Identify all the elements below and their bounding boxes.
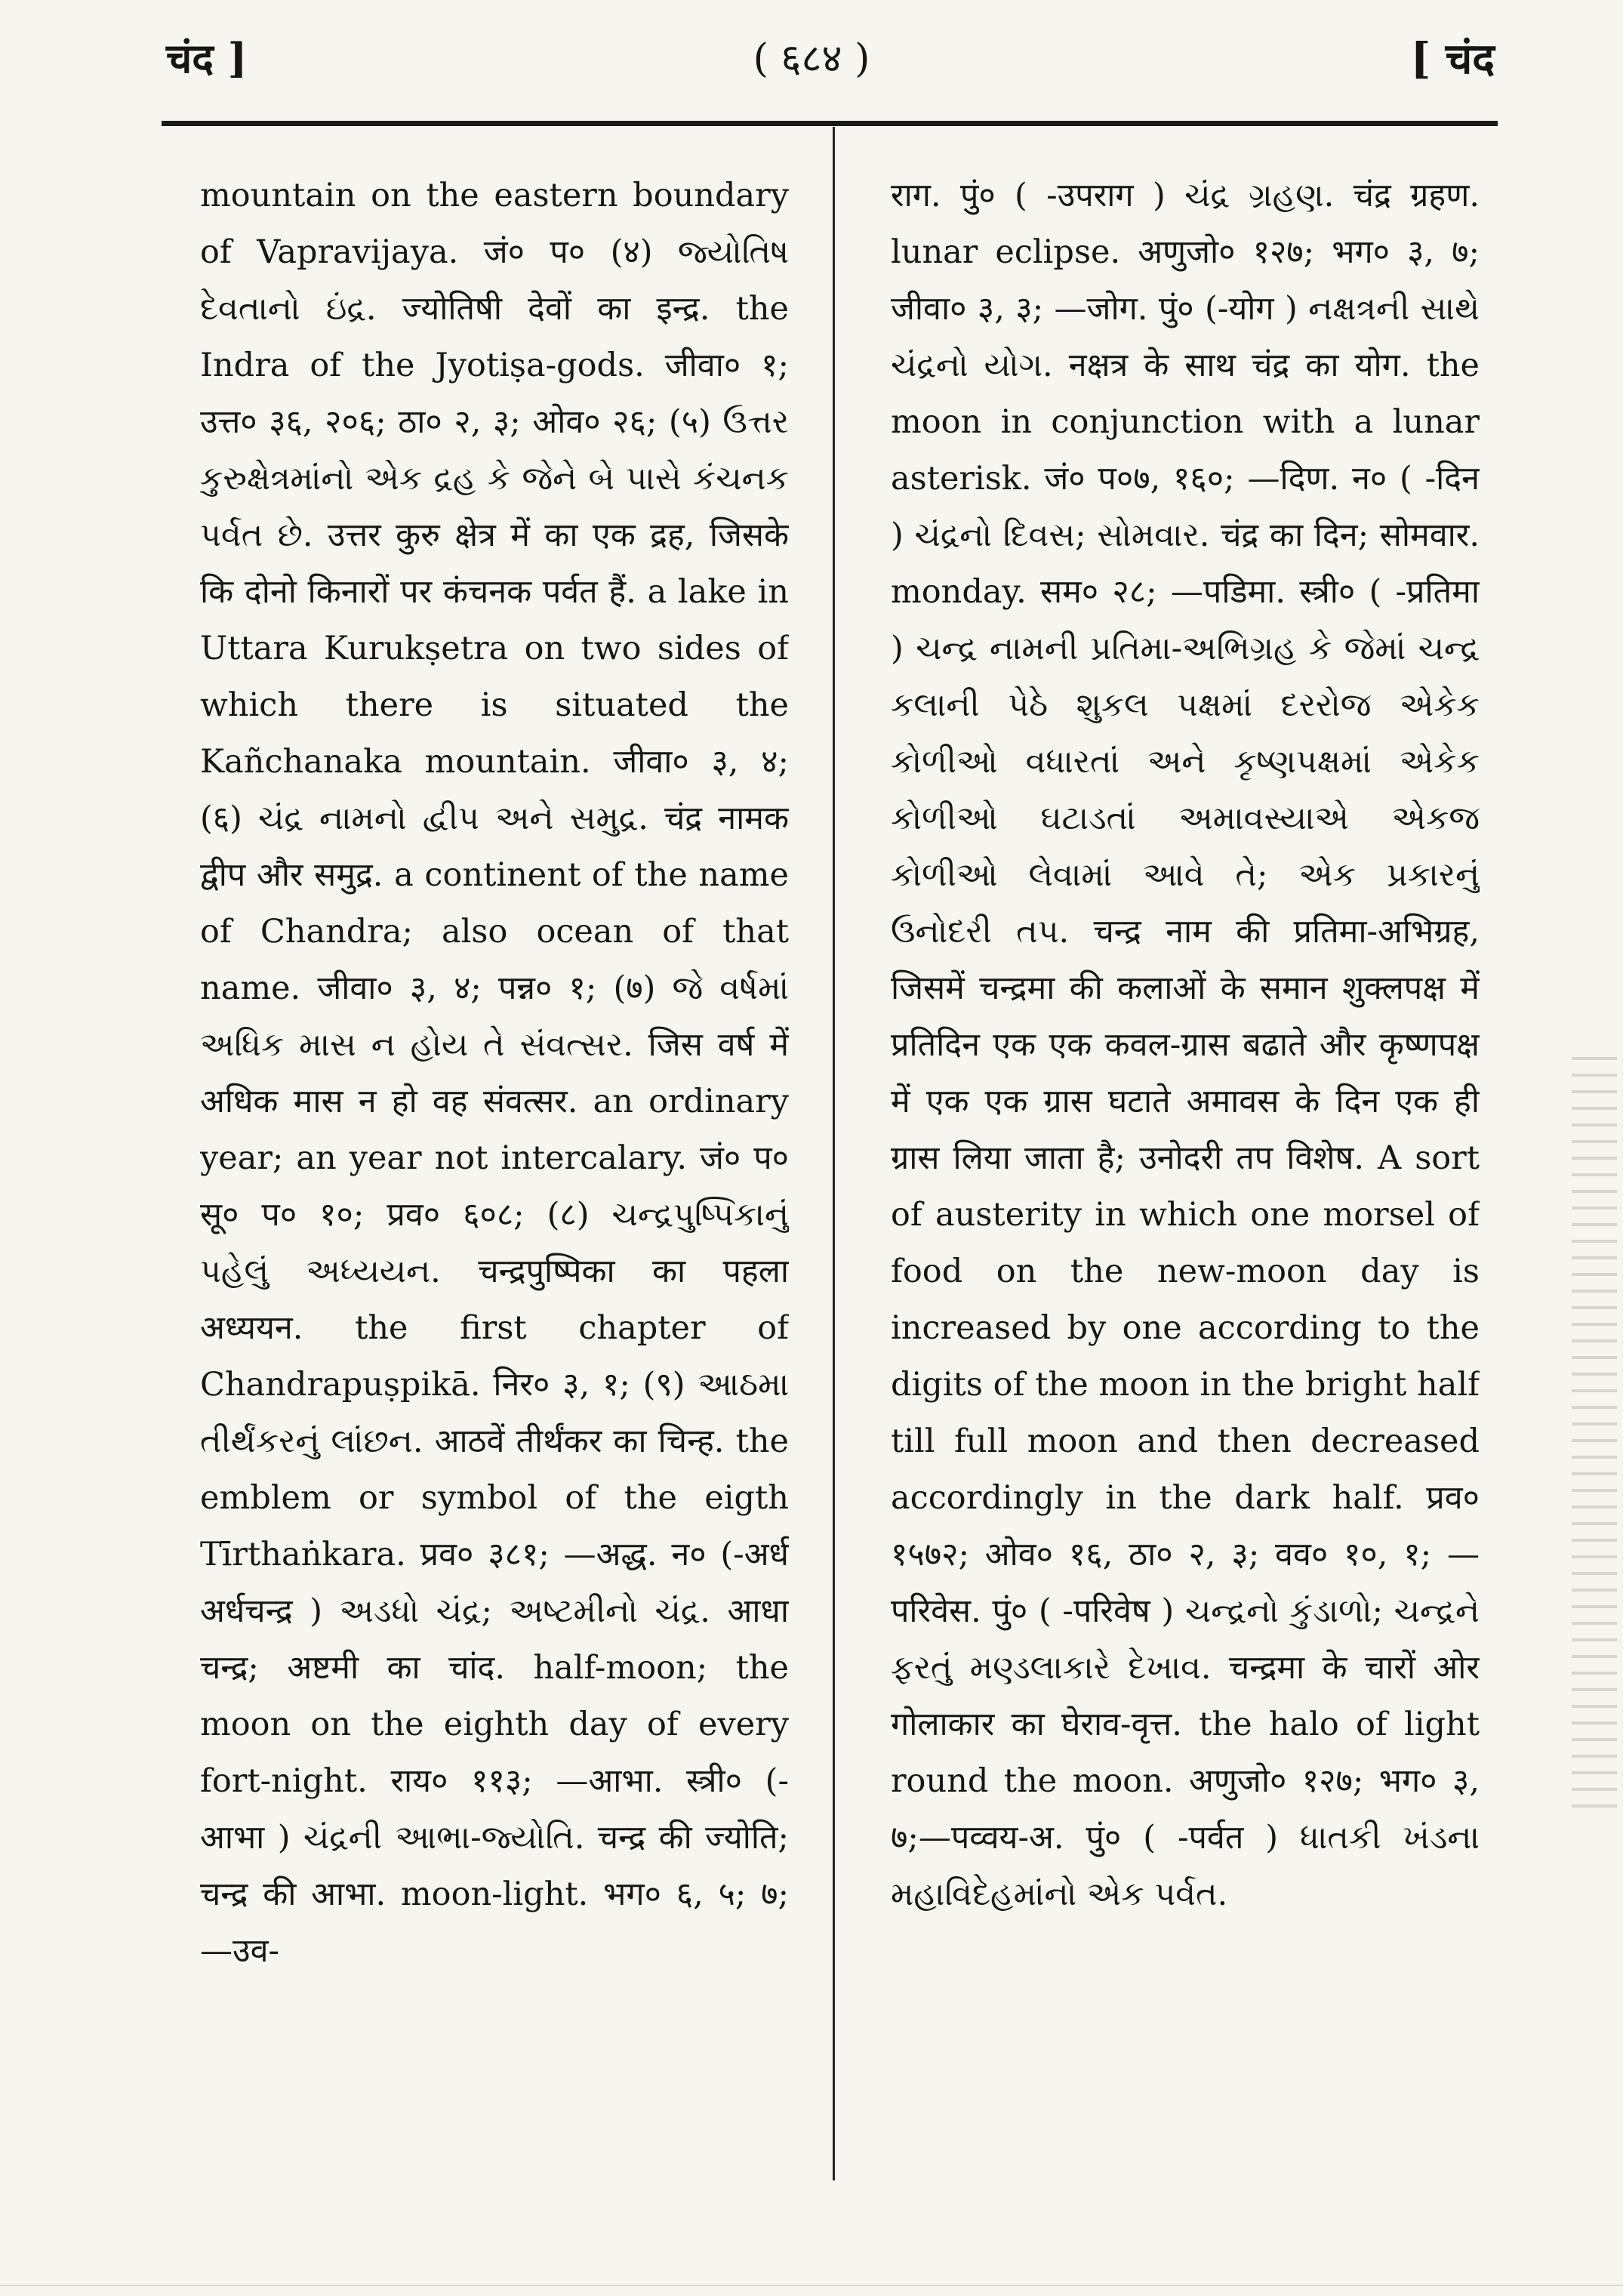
running-head-right: [ चंद [1410,34,1495,84]
page-header [0,0,1623,121]
column-divider [833,127,835,2180]
right-column-text: राग. पुं० ( -उपराग ) ચંદ્ર ગ્રહણ. चंद्र ग्रहण. lunar eclipse. अणुजो० १२७; भग० ३, ७; जीवा० ३, ३; —जोग. पुं० (-योग ) નક્ષત્રની સાથે ચંદ્રનો યોગ. नक्षत्र के साथ चंद्र का योग. the moon in conjunction with a lunar asterisk. जं० प०७, १६०; —दिण. न० ( -दिन ) ચંદ્રનો દિવસ; સોમવાર. चंद्र का दिन; सोमवार. monday. सम० २८; —पडिमा. स्त्री० ( -प्रतिमा ) ચન્દ્ર નામની પ્રતિમા-અભિગ્રહ કે જેમાં ચન્દ્ર કલાની પેઠે શુકલ પક્ષમાં દરરોજ એકેક કોળીઓ વધારતાં અને કૃષ્ણપક્ષમાં એકેક કોળીઓ ઘટાડતાં અમાવસ્યાએ એકજ કોળીઓ લેવામાં આવે તે; એક પ્રકારનું ઉનોદરી તપ. चन्द्र नाम की प्रतिमा-अभिग्रह, जिसमें चन्द्रमा की कलाओं के समान शुक्लपक्ष में प्रतिदिन एक एक कवल-ग्रास बढाते और कृष्णपक्ष में एक एक ग्रास घटाते अमावस के दिन एक ही ग्रास लिया जाता है; उनोदरी तप विशेष. A sort of austerity in which one morsel of food on the new-moon day is increased by one according to the digits of the moon in the bright half till full moon and then decreased accordingly in the dark half. प्रव० १५७२; ओव० १६, ठा० २, ३; वव० १०, १; —परिवेस. पुं० ( -परिवेष ) ચન્દ્રનો કુંડાળો; ચન્દ્રને ફરતું મણ્ડલાકારે દેખાવ. चन्द्रमा के चारों ओर गोलाकार का घेराव-वृत्त. the halo of light round the moon. अणुजो० १२७; भग० ३, ७;—पव्वय-अ. पुं० ( -पर्वत ) ધાતકી ખંડના મહાવિદેહમાંનો એક પર્વત. [891,177,1480,1913]
page-bottom-edge [0,2285,1623,2286]
right-column [891,168,1480,2191]
left-column [200,168,789,2191]
header-rule [162,121,1498,126]
page-edge-speckle [1572,1057,1617,1812]
running-head-left: चंद ] [166,34,248,82]
left-column-text: mountain on the eastern boundary of Vapravijaya. जं० प० (४) જ્યોતિષ દેવતાનો ઇંદ્ર. ज्योतिषी देवों का इन्द्र. the Indra of the Jyotiṣa-gods. जीवा० १; उत्त० ३६, २०६; ठा० २, ३; ओव० २६; (५) ઉત્તર કુરુક્ષેત્રમાંનો એક દ્રહ કે જેને બે પાસે કંચનક પર્વત છે. उत्तर कुरु क्षेत्र में का एक द्रह, जिसके कि दोनो किनारों पर कंचनक पर्वत हैं. a lake in Uttara Kurukṣetra on two sides of which there is situated the Kañchanaka mountain. जीवा० ३, ४; (६) ચંદ્ર નામનો દ્વીપ અને સમુદ્ર. चंद्र नामक द्वीप और समुद्र. a continent of the name of Chandra; also ocean of that name. जीवा० ३, ४; पन्न० १; (७) જે વર્ષમાં અધિક માસ ન હોય તે સંવત્સર. जिस वर्ष में अधिक मास न हो वह संवत्सर. an ordinary year; an year not intercalary. जं० प० सू० प० १०; प्रव० ६०८; (८) ચન્દ્રપુષ્પિકાનું પહેલું અધ્યયન. चन्द्रपुष्पिका का पहला अध्ययन. the first chapter of Chandrapuṣpikā. निर० ३, १; (९) આઠમા તીર્થંકરનું લાંછન. आठवें तीर्थंकर का चिन्ह. the emblem or symbol of the eigth Tīrthaṅkara. प्रव० ३८१; —अद्ध. न० (-अर्ध अर्धचन्द्र ) અડધો ચંદ્ર; અષ્ટમીનો ચંદ્ર. आधा चन्द्र; अष्टमी का चांद. half-moon; the moon on the eighth day of every fort-night. राय० ११३; —आभा. स्त्री० (-आभा ) ચંદ્રની આભા-જ્યોતિ. चन्द्र की ज्योति; चन्द्र की आभा. moon-light. भग० ६, ५; ७; —उव- [200,177,789,1970]
page-number: ( ६८४ ) [753,36,870,82]
